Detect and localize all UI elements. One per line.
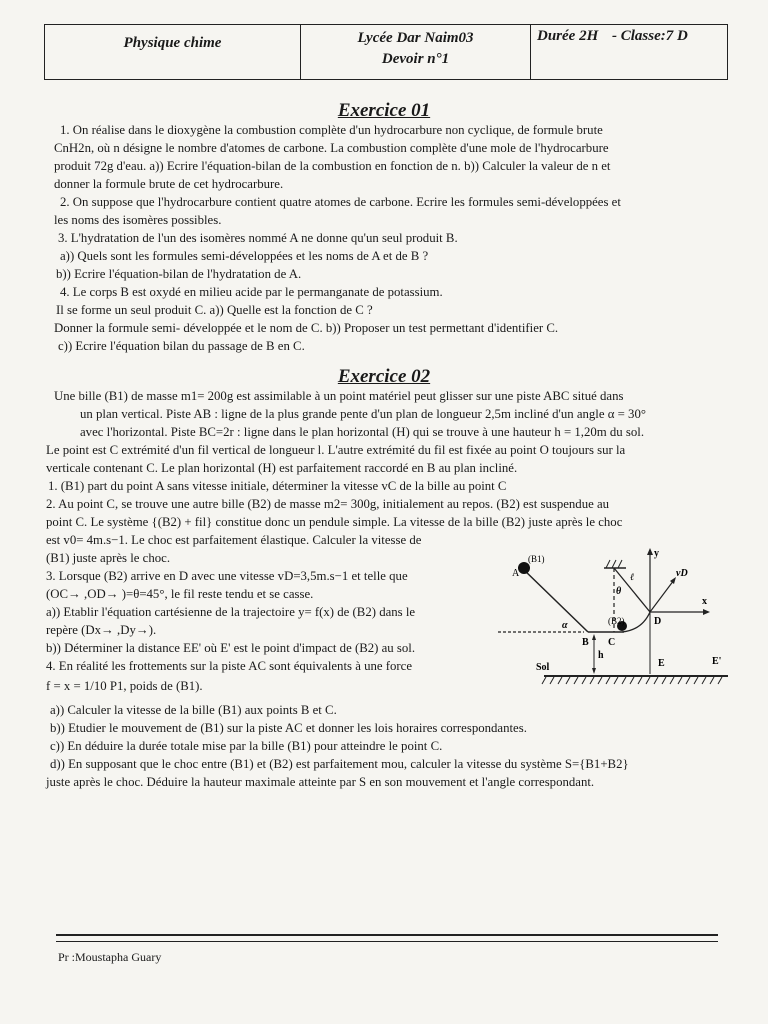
label-eprime: E'	[712, 656, 722, 667]
exercise-2-line: b)) Etudier le mouvement de (B1) sur la piste AC et donner les lois horaires correspondantes.	[50, 721, 527, 735]
exercise-2-line: (OC→ ,OD→ )=θ=45°, le fil reste tendu et se casse.	[46, 587, 314, 601]
label-l: ℓ	[630, 572, 635, 583]
label-b2: (B2)	[608, 616, 625, 626]
label-e: E	[658, 658, 665, 669]
exercise-1-line: 2. On suppose que l'hydrocarbure contient quatre atomes de carbone. Ecrire les formules semi-développées et	[60, 195, 621, 209]
exercise-2-line: point C. Le système {(B2) + fil} constitue donc un pendule simple. La vitesse de la bille (B2) juste après le choc	[46, 515, 623, 529]
velocity-vector	[650, 580, 674, 612]
duration: Durée 2H	[537, 28, 599, 44]
exercise-1-line: donner la formule brute de cet hydrocarbure.	[54, 177, 284, 191]
subject-cell	[45, 25, 301, 79]
exercise-1-line: Donner la formule semi- développée et le nom de C. b)) Proposer un test permettant d'identifier C.	[54, 321, 559, 335]
exercise-2-line: a)) Calculer la vitesse de la bille (B1) aux points B et C.	[50, 703, 337, 717]
label-d: D	[654, 616, 662, 627]
school-name: Lycée Dar Naim03	[357, 30, 474, 46]
exercise-2-line: Une bille (B1) de masse m1= 200g est assimilable à un point matériel peut glisser sur une piste ABC situé dans	[54, 389, 624, 403]
exercise-2-line: 1. (B1) part du point A sans vitesse initiale, déterminer la vitesse vC de la bille au point C	[48, 479, 507, 493]
label-y: y	[654, 548, 659, 559]
exercise-2-line: b)) Déterminer la distance EE' où E' est le point d'impact de (B2) au sol.	[46, 641, 416, 655]
exercise-1-line: a)) Quels sont les formules semi-développées et les noms de A et de B ?	[60, 249, 429, 263]
footer-author: Pr :Moustapha Guary	[58, 950, 162, 964]
label-c: C	[608, 637, 616, 648]
label-b: B	[582, 637, 589, 648]
exercise-2-line: 2. Au point C, se trouve une autre bille (B2) de masse m2= 300g, initialement au repos. (B2) est suspendue au	[46, 497, 610, 511]
label-x: x	[702, 596, 707, 607]
exercise-1-line: produit 72g d'eau. a)) Ecrire l'équation-bilan de la combustion en fonction de n. b)) Calculer la valeur de n et	[54, 159, 611, 173]
exercise-2-line: a)) Etablir l'équation cartésienne de la trajectoire y= f(x) de (B2) dans le	[46, 605, 416, 619]
label-b1: (B1)	[528, 554, 545, 564]
label-alpha: α	[562, 620, 568, 631]
label-h: h	[598, 650, 604, 661]
incline-ab	[522, 568, 588, 632]
exercise-2-line: juste après le choc. Déduire la hauteur maximale atteinte par S en son mouvement et l'angle correspondant.	[46, 775, 595, 789]
exercise-2-line: (B1) juste après le choc.	[46, 551, 171, 565]
exercise-2-line: 3. Lorsque (B2) arrive en D avec une vitesse vD=3,5m.s−1 et telle que	[46, 569, 408, 583]
exercise-2-line: verticale contenant C. Le plan horizontal (H) est parfaitement raccordé en B au plan incliné.	[46, 461, 518, 475]
exercise-1-line: b)) Ecrire l'équation-bilan de l'hydratation de A.	[56, 267, 302, 281]
exercise-2-line: avec l'horizontal. Piste BC=2r : ligne dans le plan horizontal (H) qui se trouve à une hauteur h = 1,20m du sol.	[80, 425, 645, 439]
exercise-2-line: repère (Dx→ ,Dy→).	[46, 623, 157, 637]
exercise-1-line: les noms des isomères possibles.	[54, 213, 222, 227]
label-vd: vD	[676, 568, 688, 579]
exercise-2-line: Le point est C extrémité d'un fil vertical de longueur l. L'autre extrémité du fil est fixée au point O toujours sur la	[46, 443, 626, 457]
exercise-2-title: Exercice 02	[337, 366, 431, 387]
exercise-2-line: c)) En déduire la durée totale mise par la bille (B1) pour atteindre le point C.	[50, 739, 443, 753]
pendulum-arc	[622, 612, 650, 632]
exercise-1-line: 4. Le corps B est oxydé en milieu acide par le permanganate de potassium.	[60, 285, 443, 299]
exercise-2-line: un plan vertical. Piste AB : ligne de la plus grande pente d'un plan de longueur 2,5m incliné d'un angle α = 30°	[80, 407, 646, 421]
devoir-number: Devoir n°1	[381, 51, 450, 67]
label-theta: θ	[616, 586, 622, 597]
physics-diagram	[496, 546, 732, 694]
class-level: - Classe:7 D	[612, 28, 688, 44]
exercise-1-title: Exercice 01	[337, 100, 431, 121]
exercise-1-line: 1. On réalise dans le dioxygène la combustion complète d'un hydrocarbure non cyclique, de formule brute	[60, 123, 603, 137]
exercise-2-line: 4. En réalité les frottements sur la piste AC sont équivalents à une force	[46, 659, 413, 673]
exercise-2-line: est v0= 4m.s−1. Le choc est parfaitement élastique. Calculer la vitesse de	[46, 533, 422, 547]
exercise-2-line: f = x = 1/10 P1, poids de (B1).	[46, 679, 203, 693]
school-cell	[301, 25, 531, 79]
label-a: A	[512, 568, 520, 579]
exercise-1-line: c)) Ecrire l'équation bilan du passage de B en C.	[58, 339, 305, 353]
header-table	[44, 24, 728, 80]
exercise-1-line: 3. L'hydratation de l'un des isomères nommé A ne donne qu'un seul produit B.	[58, 231, 458, 245]
exercise-1-line: CnH2n, où n désigne le nombre d'atomes de carbone. La combustion complète d'une mole de l'hydrocarbure	[54, 141, 609, 155]
subject: Physique chime	[123, 35, 222, 51]
label-sol: Sol	[536, 662, 550, 673]
exercise-1-line: Il se forme un seul produit C. a)) Quelle est la fonction de C ?	[56, 303, 373, 317]
exercise-2-line: d)) En supposant que le choc entre (B1) et (B2) est parfaitement mou, calculer la vitesse du système S={B1+B2}	[50, 757, 629, 771]
footer-rule	[56, 934, 718, 942]
duration-cell	[531, 25, 727, 79]
